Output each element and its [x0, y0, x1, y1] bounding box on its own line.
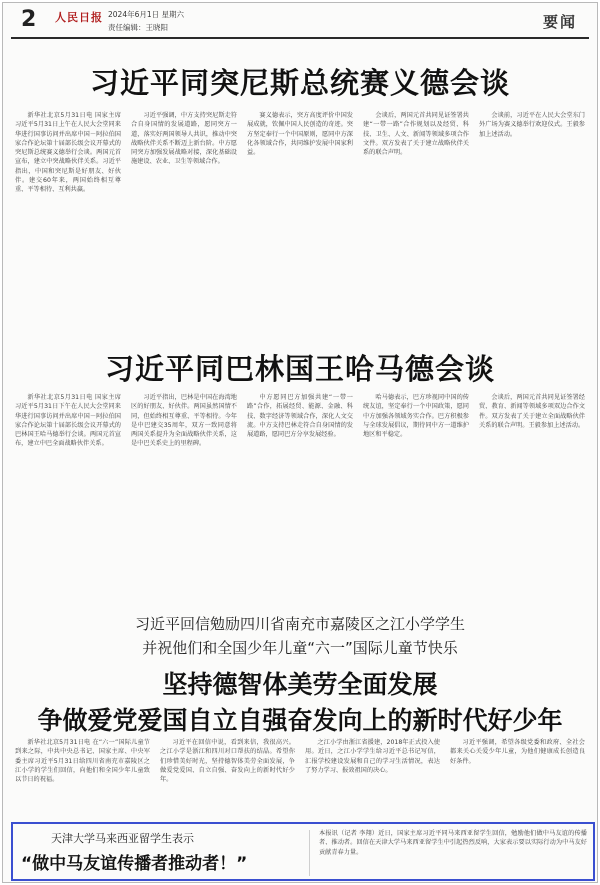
- article3-paragraph: 习近平强调，希望各级党委和政府、全社会都来关心关爱少年儿童，为他们健康成长创造良好条件。: [450, 739, 585, 765]
- article3-headline-line-1[interactable]: 坚持德智体美劳全面发展: [162, 670, 438, 699]
- article2-column-2: [131, 393, 237, 603]
- highlighted-article-box[interactable]: [11, 822, 595, 881]
- editor-credit: 责任编辑：王晓阳: [108, 23, 168, 32]
- article3-body: [15, 738, 585, 818]
- article2-paragraph: 会谈后，两国元首共同见证签署经贸、教育、新闻等领域多项双边合作文件。双方发表了关于建立全面战略伙伴关系的联合声明。王毅参加上述活动。: [479, 394, 585, 429]
- article1-body: [15, 111, 585, 333]
- article3-paragraph: 之江小学由浙江省援建，2018年正式投入使用。近日，之江小学学生给习近平总书记写信，汇报学校建设发展和自己的学习生活情况，表达了努力学习、报效祖国的决心。: [305, 739, 440, 774]
- article1-paragraph: 习近平强调，中方支持突尼斯走符合自身国情的发展道路，愿同突方一道，落实好两国领导人共识，推动中突战略伙伴关系不断迈上新台阶。中方愿同突方加强发展战略对接，深化基础设施建设、农业、卫生等领域合作。: [131, 112, 237, 166]
- article3-column-2: [160, 738, 295, 818]
- masthead-logo: 人民日报: [55, 11, 103, 24]
- article1-paragraph: 会谈后，两国元首共同见证签署共建“一带一路”合作规划以及经贸、科技、卫生、人文、新闻等领域多项合作文件。双方发表了关于建立战略伙伴关系的联合声明。: [363, 112, 469, 157]
- article1-headline[interactable]: 习近平同突尼斯总统赛义德会谈: [89, 66, 510, 100]
- article1-paragraph: 新华社北京5月31日电 国家主席习近平5月31日上午在人民大会堂同来华进行国事访问并出席中国－阿拉伯国家合作论坛第十届部长级会议开幕式的突尼斯总统赛义德举行会谈。两国元首宣布，建立中突战略伙伴关系。习近平指出，中国和突尼斯是好朋友、好伙伴。建交60年来，两国始终相互尊重、平等相待、互利共赢。: [15, 112, 121, 194]
- article2-column-3: [247, 393, 353, 603]
- article3-column-1: [15, 738, 150, 818]
- issue-date: 2024年6月1日 星期六: [108, 10, 185, 19]
- article4-divider: [309, 830, 310, 876]
- article1-column-3: [247, 111, 353, 333]
- article2-column-4: [363, 393, 469, 603]
- article3-paragraph: 新华社北京5月31日电 在“六一”国际儿童节到来之际，中共中央总书记、国家主席、中央军委主席习近平5月31日给四川省南充市嘉陵区之江小学的学生们回信，向他们和全国少年儿童致以节日的祝福。: [15, 739, 150, 784]
- article2-paragraph: 中方愿同巴方加强共建“一带一路”合作，拓展经贸、能源、金融、科技、数字经济等领域合作，深化人文交流。中方支持巴林走符合自身国情的发展道路，愿同巴方分享发展经验。: [247, 394, 353, 439]
- article3-column-4: [450, 738, 585, 818]
- article1-column-2: [131, 111, 237, 333]
- article1-column-5: [479, 111, 585, 333]
- article2-column-5: [479, 393, 585, 603]
- page-number: 2: [21, 7, 37, 32]
- article1-column-4: [363, 111, 469, 333]
- article4-body: 本报讯（记者 李翔）近日，国家主席习近平同马来西亚留学生回信，勉励他们做中马友谊的传播者、推动者。回信在天津大学马来西亚留学生中引起热烈反响，大家表示要以实际行动为中马友好贡献青春力量。: [319, 830, 587, 856]
- article1-paragraph: 赛义德表示，突方高度评价中国发展成就，钦佩中国人民创造的奇迹。突方坚定奉行一个中国原则，愿同中方深化各领域合作，共同维护发展中国家利益。: [247, 112, 353, 157]
- article1-paragraph: 会谈前，习近平在人民大会堂东门外广场为赛义德举行欢迎仪式。王毅参加上述活动。: [479, 112, 585, 138]
- article3-headline-line-2[interactable]: 争做爱党爱国自立自强奋发向上的新时代好少年: [37, 706, 563, 735]
- page-header: [3, 3, 597, 37]
- article3-kicker-line-1: 习近平回信勉励四川省南充市嘉陵区之江小学学生: [134, 615, 465, 633]
- article2-paragraph: 新华社北京5月31日电 国家主席习近平5月31日下午在人民大会堂同来华进行国事访问并出席中国－阿拉伯国家合作论坛第十届部长级会议开幕式的巴林国王哈马德举行会谈。两国元首宣布，建立中巴全面战略伙伴关系。: [15, 394, 121, 448]
- article4-headline[interactable]: “做中马友谊传播者推动者！”: [21, 854, 248, 874]
- article1-column-1: [15, 111, 121, 333]
- article2-paragraph: 习近平指出，巴林是中国在海湾地区的好朋友、好伙伴。两国虽然国情不同，但始终相互尊重、平等相待。今年是中巴建交35周年，双方一致同意将两国关系提升为全面战略伙伴关系，这是中巴关系史上的里程碑。: [131, 394, 237, 448]
- article3-kicker-line-2: 并祝他们和全国少年儿童“六一”国际儿童节快乐: [142, 639, 458, 657]
- article2-column-1: [15, 393, 121, 603]
- newspaper-page: [2, 2, 598, 883]
- article2-body: [15, 393, 585, 603]
- article4-subtitle: 天津大学马来西亚留学生表示: [51, 832, 194, 845]
- article2-headline[interactable]: 习近平同巴林国王哈马德会谈: [104, 352, 495, 386]
- article3-paragraph: 习近平在回信中说，看到来信，我很高兴。之江小学是浙江和四川对口帮扶的结晶。希望你们珍惜美好时光，坚持德智体美劳全面发展，争做爱党爱国、自立自强、奋发向上的新时代好少年。: [160, 739, 295, 784]
- article3-column-3: [305, 738, 440, 818]
- section-title: 要闻: [542, 13, 577, 31]
- article2-paragraph: 哈马德表示，巴方珍视同中国的传统友谊，坚定奉行一个中国政策，愿同中方加强各领域务实合作。巴方积极参与全球发展倡议，期待同中方一道维护地区和平稳定。: [363, 394, 469, 439]
- header-divider: [11, 37, 589, 39]
